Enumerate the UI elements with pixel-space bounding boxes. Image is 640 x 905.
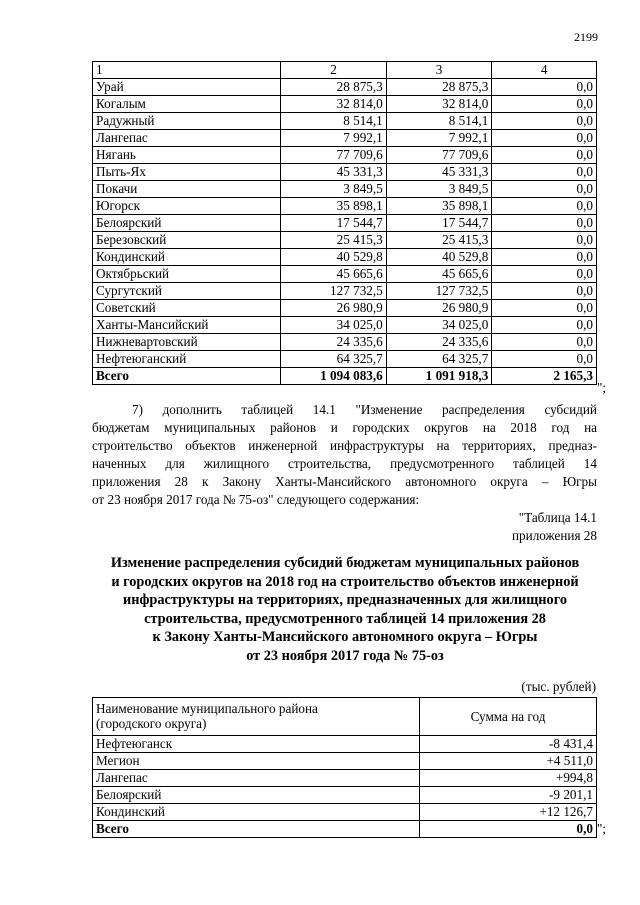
table-row xyxy=(93,181,597,198)
table-row xyxy=(93,215,597,232)
value-cell: 0,0 xyxy=(492,317,597,334)
value-cell: 0,0 xyxy=(492,198,597,215)
paragraph-line: приложения 28 к Закону Ханты-Мансийского автономного округа – Югры xyxy=(92,474,597,489)
value-cell: 0,0 xyxy=(492,164,597,181)
value-cell: 0,0 xyxy=(492,113,597,130)
value-cell: 45 331,3 xyxy=(281,164,387,181)
value-cell: 26 980,9 xyxy=(386,300,492,317)
table-heading xyxy=(80,554,610,665)
amendment-paragraph xyxy=(92,401,597,509)
municipality-cell: Нефтеюганский xyxy=(93,351,281,368)
municipality-cell: Нягань xyxy=(93,147,281,164)
value-cell: 77 709,6 xyxy=(281,147,387,164)
table-row xyxy=(93,736,597,753)
amount-cell: +994,8 xyxy=(420,770,597,787)
header-line: Наименование муниципального района xyxy=(96,701,318,716)
value-cell: 77 709,6 xyxy=(386,147,492,164)
municipality-cell: Советский xyxy=(93,300,281,317)
closing-quote: "; xyxy=(597,380,607,395)
value-cell: 64 325,7 xyxy=(386,351,492,368)
value-cell: 3 849,5 xyxy=(386,181,492,198)
value-cell: 0,0 xyxy=(492,232,597,249)
municipality-cell: Белоярский xyxy=(93,215,281,232)
value-cell: 0,0 xyxy=(492,266,597,283)
table-header-row xyxy=(93,62,597,79)
value-cell: 8 514,1 xyxy=(281,113,387,130)
table-row xyxy=(93,266,597,283)
value-cell: 17 544,7 xyxy=(281,215,387,232)
table-row xyxy=(93,317,597,334)
paragraph-line: строительство объектов инженерной инфраструктуры на территориях, предназ- xyxy=(92,438,597,453)
table-total-row xyxy=(93,368,597,385)
municipality-cell: Белоярский xyxy=(93,787,420,804)
value-cell: 26 980,9 xyxy=(281,300,387,317)
column-header: 1 xyxy=(93,62,281,79)
municipality-cell: Кондинский xyxy=(93,804,420,821)
value-cell: 0,0 xyxy=(492,96,597,113)
table-row xyxy=(93,130,597,147)
value-cell: 0,0 xyxy=(492,334,597,351)
table-row xyxy=(93,96,597,113)
value-cell: 0,0 xyxy=(492,283,597,300)
value-cell: 0,0 xyxy=(492,215,597,232)
total-label: Всего xyxy=(93,821,420,838)
table-header-row xyxy=(93,698,597,736)
table-row xyxy=(93,804,597,821)
municipality-cell: Урай xyxy=(93,79,281,96)
amount-cell: +4 511,0 xyxy=(420,753,597,770)
total-cell: 1 094 083,6 xyxy=(281,368,387,385)
subsidy-table xyxy=(92,61,597,385)
value-cell: 0,0 xyxy=(492,147,597,164)
value-cell: 7 992,1 xyxy=(386,130,492,147)
table-row xyxy=(93,753,597,770)
table-total-row xyxy=(93,821,597,838)
heading-line: Изменение распределения субсидий бюджетам муниципальных районов xyxy=(110,555,580,571)
value-cell: 3 849,5 xyxy=(281,181,387,198)
total-cell: 0,0 xyxy=(420,821,597,838)
paragraph-line: наченных для жилищного строительства, предусмотренного таблицей 14 xyxy=(92,456,597,471)
value-cell: 32 814,0 xyxy=(386,96,492,113)
paragraph-line: от 23 ноября 2017 года № 75-оз" следующего содержания: xyxy=(92,492,420,507)
table-reference-appendix: приложения 28 xyxy=(511,528,597,543)
value-cell: 28 875,3 xyxy=(281,79,387,96)
amount-cell: -8 431,4 xyxy=(420,736,597,753)
column-header-name xyxy=(93,698,420,736)
column-header-amount: Сумма на год xyxy=(420,698,597,736)
redistribution-table xyxy=(92,697,597,838)
total-cell: 2 165,3 xyxy=(492,368,597,385)
table-row xyxy=(93,770,597,787)
heading-line: от 23 ноября 2017 года № 75-оз xyxy=(246,647,444,664)
value-cell: 32 814,0 xyxy=(281,96,387,113)
value-cell: 40 529,8 xyxy=(386,249,492,266)
municipality-cell: Лангепас xyxy=(93,130,281,147)
heading-line: инфраструктуры на территориях, предназначенных для жилищного xyxy=(123,592,567,608)
heading-line: строительства, предусмотренного таблицей 14 приложения 28 xyxy=(144,610,546,627)
table-row xyxy=(93,232,597,249)
municipality-cell: Кондинский xyxy=(93,249,281,266)
value-cell: 0,0 xyxy=(492,79,597,96)
value-cell: 24 335,6 xyxy=(281,334,387,351)
table-row xyxy=(93,334,597,351)
value-cell: 127 732,5 xyxy=(281,283,387,300)
table-reference-number: "Таблица 14.1 xyxy=(518,510,597,525)
value-cell: 45 665,6 xyxy=(281,266,387,283)
amount-cell: +12 126,7 xyxy=(420,804,597,821)
value-cell: 35 898,1 xyxy=(386,198,492,215)
heading-line: и городских округов на 2018 год на строительство объектов инженерной xyxy=(111,573,579,590)
value-cell: 40 529,8 xyxy=(281,249,387,266)
heading-line: к Закону Ханты-Мансийского автономного округа – Югры xyxy=(152,629,538,645)
total-cell: 1 091 918,3 xyxy=(386,368,492,385)
table-row xyxy=(93,787,597,804)
municipality-cell: Октябрьский xyxy=(93,266,281,283)
value-cell: 7 992,1 xyxy=(281,130,387,147)
municipality-cell: Лангепас xyxy=(93,770,420,787)
value-cell: 25 415,3 xyxy=(386,232,492,249)
municipality-cell: Покачи xyxy=(93,181,281,198)
total-label: Всего xyxy=(93,368,281,385)
municipality-cell: Нефтеюганск xyxy=(93,736,420,753)
municipality-cell: Радужный xyxy=(93,113,281,130)
municipality-cell: Пыть-Ях xyxy=(93,164,281,181)
column-header: 4 xyxy=(492,62,597,79)
value-cell: 0,0 xyxy=(492,181,597,198)
value-cell: 0,0 xyxy=(492,249,597,266)
municipality-cell: Мегион xyxy=(93,753,420,770)
table-row xyxy=(93,249,597,266)
value-cell: 25 415,3 xyxy=(281,232,387,249)
value-cell: 24 335,6 xyxy=(386,334,492,351)
value-cell: 35 898,1 xyxy=(281,198,387,215)
table-row xyxy=(93,147,597,164)
value-cell: 0,0 xyxy=(492,130,597,147)
value-cell: 0,0 xyxy=(492,351,597,368)
table-row xyxy=(93,300,597,317)
amount-cell: -9 201,1 xyxy=(420,787,597,804)
paragraph-line: 7) дополнить таблицей 14.1 "Изменение распределения субсидий xyxy=(132,402,597,417)
unit-note: (тыс. рублей) xyxy=(521,679,596,694)
value-cell: 17 544,7 xyxy=(386,215,492,232)
municipality-cell: Сургутский xyxy=(93,283,281,300)
table-row xyxy=(93,283,597,300)
paragraph-line: бюджетам муниципальных районов и городских округов на 2018 год на xyxy=(92,420,597,435)
municipality-cell: Березовский xyxy=(93,232,281,249)
value-cell: 34 025,0 xyxy=(386,317,492,334)
value-cell: 45 665,6 xyxy=(386,266,492,283)
column-header: 3 xyxy=(386,62,492,79)
municipality-cell: Нижневартовский xyxy=(93,334,281,351)
table-row xyxy=(93,198,597,215)
header-line: (городского округа) xyxy=(96,716,207,731)
value-cell: 28 875,3 xyxy=(386,79,492,96)
table-row xyxy=(93,79,597,96)
value-cell: 8 514,1 xyxy=(386,113,492,130)
column-header: 2 xyxy=(281,62,387,79)
value-cell: 34 025,0 xyxy=(281,317,387,334)
value-cell: 45 331,3 xyxy=(386,164,492,181)
value-cell: 0,0 xyxy=(492,300,597,317)
table-row xyxy=(93,351,597,368)
page-number: 2199 xyxy=(574,30,598,44)
municipality-cell: Когалым xyxy=(93,96,281,113)
table-row xyxy=(93,113,597,130)
municipality-cell: Ханты-Мансийский xyxy=(93,317,281,334)
closing-quote: "; xyxy=(597,821,607,836)
value-cell: 64 325,7 xyxy=(281,351,387,368)
value-cell: 127 732,5 xyxy=(386,283,492,300)
municipality-cell: Югорск xyxy=(93,198,281,215)
table-row xyxy=(93,164,597,181)
